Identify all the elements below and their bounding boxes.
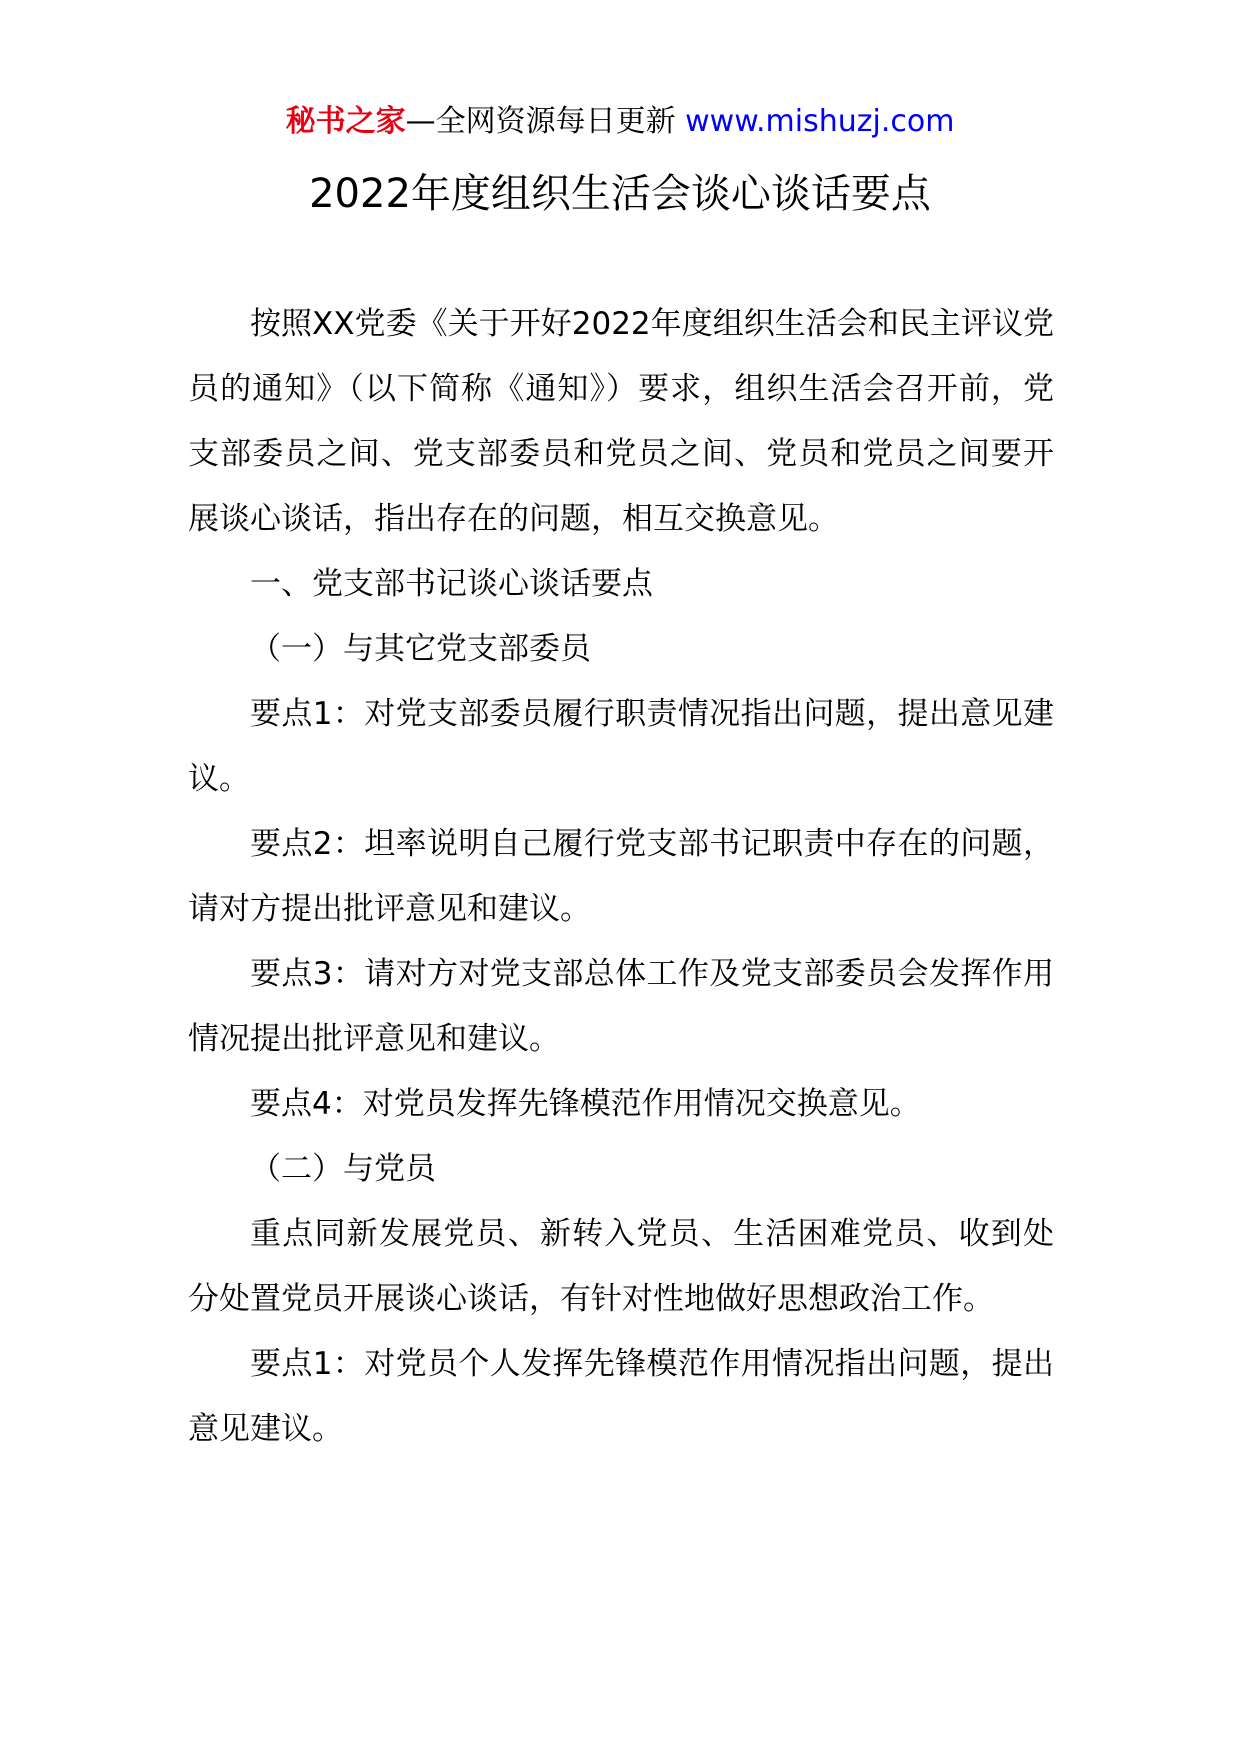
point-paragraph: 要点1：对党支部委员履行职责情况指出问题，提出意见建议。 — [188, 696, 1054, 797]
body-paragraph: 重点同新发展党员、新转入党员、生活困难党员、收到处分处置党员开展谈心谈话，有针对性地做好思想政治工作。 — [188, 1216, 1054, 1317]
subsection-heading: （二）与党员 — [250, 1151, 436, 1187]
point-paragraph: 要点3：请对方对党支部总体工作及党支部委员会发挥作用情况提出批评意见和建议。 — [188, 956, 1054, 1057]
site-link[interactable]: www.mishuzj.com — [685, 104, 955, 139]
document-body — [188, 292, 1054, 1462]
intro-paragraph: 按照XX党委《关于开好2022年度组织生活会和民主评议党员的通知》（以下简称《通知》）要求，组织生活会召开前，党支部委员之间、党支部委员和党员之间、党员和党员之间要开展谈心谈话，指出存在的问题，相互交换意见。 — [188, 306, 1054, 537]
section-heading: 一、党支部书记谈心谈话要点 — [250, 566, 653, 602]
page-header — [0, 100, 1240, 144]
point-paragraph: 要点4：对党员发挥先锋模范作用情况交换意见。 — [250, 1086, 921, 1122]
point-paragraph: 要点1：对党员个人发挥先锋模范作用情况指出问题，提出意见建议。 — [188, 1346, 1054, 1447]
header-tagline: —全网资源每日更新 — [405, 104, 676, 139]
subsection-heading: （一）与其它党支部委员 — [250, 631, 591, 667]
document-title: 2022年度组织生活会谈心谈话要点 — [309, 171, 931, 217]
point-paragraph: 要点2：坦率说明自己履行党支部书记职责中存在的问题，请对方提出批评意见和建议。 — [188, 826, 1054, 927]
brand-name: 秘书之家 — [285, 104, 406, 139]
